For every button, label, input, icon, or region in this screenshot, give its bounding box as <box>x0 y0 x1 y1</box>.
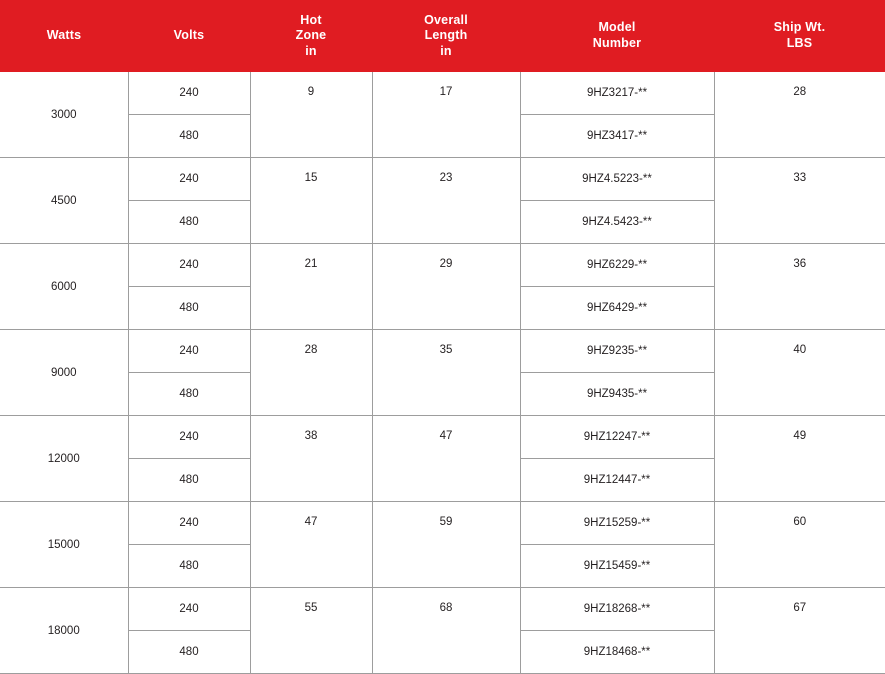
cell-volts: 480 <box>128 459 250 502</box>
cell-volts: 480 <box>128 115 250 158</box>
column-header-hot-zone <box>250 0 372 72</box>
cell-volts: 480 <box>128 287 250 330</box>
cell-watts: 18000 <box>0 588 128 674</box>
column-header-overall-length-line-3: in <box>440 43 452 58</box>
cell-model-number: 9HZ15459-** <box>520 545 714 588</box>
cell-model-number: 9HZ15259-** <box>520 502 714 545</box>
cell-overall-length: 35 <box>372 330 520 416</box>
column-header-hot-zone-line-3: in <box>305 43 317 58</box>
cell-hot-zone: 38 <box>250 416 372 502</box>
column-header-hot-zone-line-2: Zone <box>295 28 327 43</box>
cell-overall-length: 59 <box>372 502 520 588</box>
cell-model-number: 9HZ6429-** <box>520 287 714 330</box>
cell-model-number: 9HZ12447-** <box>520 459 714 502</box>
cell-watts: 9000 <box>0 330 128 416</box>
cell-model-number: 9HZ9435-** <box>520 373 714 416</box>
column-header-overall-length-line-1: Overall <box>424 12 468 27</box>
header-row <box>0 0 885 72</box>
cell-volts: 240 <box>128 244 250 287</box>
cell-model-number: 9HZ12247-** <box>520 416 714 459</box>
cell-ship-weight: 67 <box>714 588 885 674</box>
cell-model-number: 9HZ18268-** <box>520 588 714 631</box>
cell-watts: 3000 <box>0 72 128 158</box>
column-header-model-number-line-2: Number <box>592 36 642 50</box>
table-body <box>0 72 885 674</box>
cell-ship-weight: 28 <box>714 72 885 158</box>
column-header-ship-weight-line-2: LBS <box>786 36 813 50</box>
cell-model-number: 9HZ9235-** <box>520 330 714 373</box>
cell-hot-zone: 28 <box>250 330 372 416</box>
column-header-ship-weight <box>714 0 885 72</box>
cell-volts: 480 <box>128 631 250 674</box>
cell-hot-zone: 47 <box>250 502 372 588</box>
cell-model-number: 9HZ18468-** <box>520 631 714 674</box>
cell-model-number: 9HZ4.5223-** <box>520 158 714 201</box>
column-header-ship-weight-line-1: Ship Wt. <box>773 20 826 35</box>
cell-volts: 480 <box>128 201 250 244</box>
column-header-model-number-line-1: Model <box>598 20 636 35</box>
cell-overall-length: 68 <box>372 588 520 674</box>
cell-volts: 240 <box>128 588 250 631</box>
cell-hot-zone: 55 <box>250 588 372 674</box>
cell-model-number: 9HZ4.5423-** <box>520 201 714 244</box>
cell-overall-length: 17 <box>372 72 520 158</box>
cell-volts: 480 <box>128 373 250 416</box>
table-row <box>0 416 885 459</box>
column-header-model-number <box>520 0 714 72</box>
cell-watts: 4500 <box>0 158 128 244</box>
table-header <box>0 0 885 72</box>
cell-ship-weight: 33 <box>714 158 885 244</box>
cell-hot-zone: 15 <box>250 158 372 244</box>
cell-watts: 6000 <box>0 244 128 330</box>
cell-model-number: 9HZ3417-** <box>520 115 714 158</box>
column-header-volts-line-1: Volts <box>173 28 205 43</box>
column-header-volts <box>128 0 250 72</box>
cell-watts: 15000 <box>0 502 128 588</box>
column-header-overall-length-line-2: Length <box>424 28 468 43</box>
column-header-watts-line-1: Watts <box>46 28 82 43</box>
column-header-overall-length <box>372 0 520 72</box>
cell-ship-weight: 40 <box>714 330 885 416</box>
cell-overall-length: 29 <box>372 244 520 330</box>
table-row <box>0 72 885 115</box>
column-header-hot-zone-line-1: Hot <box>300 12 322 27</box>
table-row <box>0 158 885 201</box>
cell-hot-zone: 9 <box>250 72 372 158</box>
cell-model-number: 9HZ6229-** <box>520 244 714 287</box>
table-row <box>0 502 885 545</box>
cell-volts: 240 <box>128 502 250 545</box>
table-row <box>0 330 885 373</box>
cell-ship-weight: 36 <box>714 244 885 330</box>
cell-volts: 240 <box>128 330 250 373</box>
table-row <box>0 244 885 287</box>
cell-watts: 12000 <box>0 416 128 502</box>
cell-volts: 240 <box>128 72 250 115</box>
cell-overall-length: 23 <box>372 158 520 244</box>
cell-volts: 240 <box>128 158 250 201</box>
cell-overall-length: 47 <box>372 416 520 502</box>
cell-volts: 240 <box>128 416 250 459</box>
cell-model-number: 9HZ3217-** <box>520 72 714 115</box>
cell-ship-weight: 60 <box>714 502 885 588</box>
cell-hot-zone: 21 <box>250 244 372 330</box>
cell-volts: 480 <box>128 545 250 588</box>
cell-ship-weight: 49 <box>714 416 885 502</box>
table-row <box>0 588 885 631</box>
column-header-watts <box>0 0 128 72</box>
